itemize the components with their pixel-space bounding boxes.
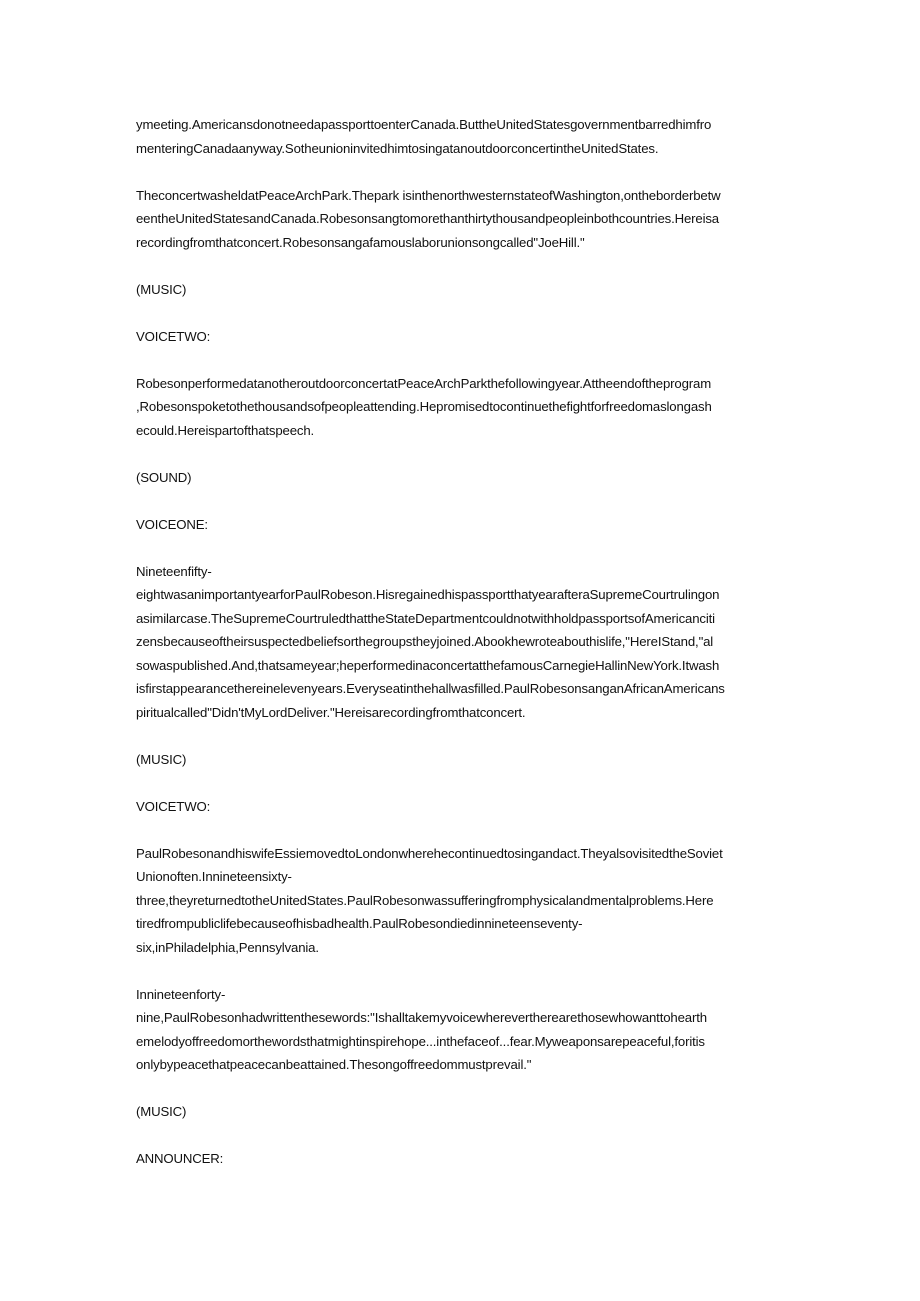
- paragraph-6: (SOUND): [136, 469, 192, 485]
- document-page: [136, 113, 786, 1194]
- paragraph-1: ymeeting.AmericansdonotneedapassporttoenterCanada.ButtheUnitedStatesgovernmentbarredhimfro menteringCanadaanyway.SotheunioninvitedhimtosingatanoutdoorconcertintheUnitedStates.: [136, 117, 712, 156]
- paragraph-7: VOICEONE:: [136, 516, 208, 532]
- paragraph-8: Nineteenfifty- eightwasanimportantyearforPaulRobeson.HisregainedhispassportthatyearafteraSupremeCourtrulingon asimilarcase.TheSupremeCourtruledthattheStateDepartmentcouldnotwithholdpassportsofAmericanciti zensbecauseoftheirsuspectedbeliefsorthegroupstheyjoined.Abookhewroteabouthislife,"HereIStand,"al sowaspublished.And,thatsameyear;heperformedinaconcertatthefamousCarnegieHallinNewYork.Itwash isfirstappearancethereinelevenyears.Everyseatinthehallwasfilled.PaulRobesonsanganAfricanAmericans piritualcalled"Didn'tMyLordDeliver."Hereisarecordingfromthatconcert.: [136, 563, 725, 720]
- paragraph-14: ANNOUNCER:: [136, 1151, 224, 1166]
- paragraph-3: (MUSIC): [136, 281, 187, 297]
- paragraph-5: RobesonperformedatanotheroutdoorconcertatPeaceArchParkthefollowingyear.Attheendoftheprogram ,Robesonspoketothethousandsofpeopleattending.Hepromisedtocontinuethefightforfreedomaslongash ecould.Hereispartofthatspeech.: [136, 375, 712, 438]
- paragraph-4: VOICETWO:: [136, 328, 211, 344]
- paragraph-12: Innineteenforty- nine,PaulRobesonhadwrittenthesewords:"Ishalltakemyvoicewherevertherearethosewhowanttohearth emelodyoffreedomorthewordsthatmightinspirehope...inthefaceof...fear.Myweaponsarepeaceful,foritis onlybypeacethatpeacecanbeattained.Thesongoffreedommustprevail.": [136, 986, 707, 1072]
- paragraph-10: VOICETWO:: [136, 798, 211, 814]
- paragraph-13: (MUSIC): [136, 1104, 187, 1119]
- paragraph-11: PaulRobesonandhiswifeEssiemovedtoLondonwherehecontinuedtosingandact.TheyalsovisitedtheSoviet Unionoften.Innineteensixty- three,theyreturnedtotheUnitedStates.PaulRobesonwassufferingfromphysicalandmentalproblems.Here tiredfrompubliclifebecauseofhisbadhealth.PaulRobesondiedinnineteenseventy- six,inPhiladelphia,Pennsylvania.: [136, 845, 723, 955]
- paragraph-2: TheconcertwasheldatPeaceArchPark.Thepark isinthenorthwesternstateofWashington,ontheborderbetw eentheUnitedStatesandCanada.Robesonsangtomorethanthirtythousandpeopleinbothcountries.Hereisa recordingfromthatconcert.Robesonsangafamouslaborunionsongcalled"JoeHill.": [136, 187, 721, 250]
- paragraph-9: (MUSIC): [136, 751, 187, 767]
